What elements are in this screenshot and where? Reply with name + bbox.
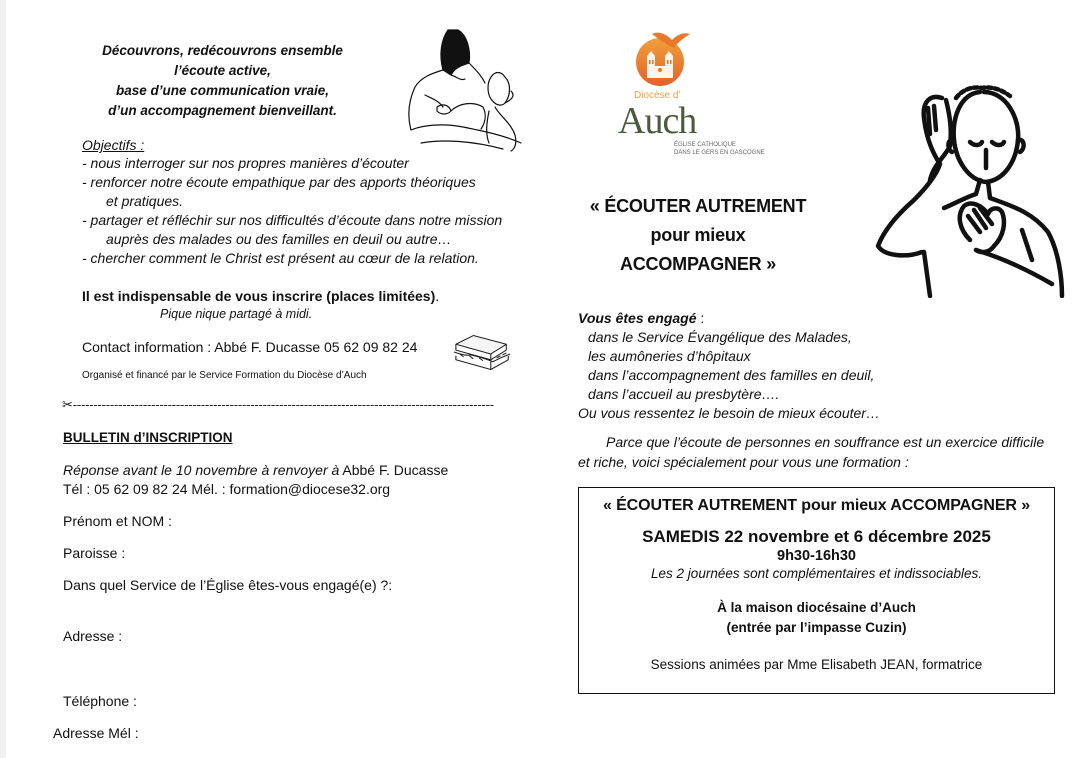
cut-line [62, 397, 527, 413]
objective-item: - renforcer notre écoute empathique par des apports théoriques [82, 174, 476, 190]
inscription-notice [82, 288, 439, 304]
inscription-notice-dot: . [435, 288, 440, 304]
name-field-label: Prénom et NOM : [63, 513, 172, 529]
parish-field-label: Paroisse : [63, 545, 126, 561]
logo-circle [636, 38, 684, 86]
event-dates: SAMEDIS 22 novembre et 6 décembre 2025 [642, 527, 991, 546]
diocese-logo [612, 28, 765, 164]
objective-item: - partager et réfléchir sur nos difficultés d’écoute dans notre mission [82, 212, 503, 228]
scissors-icon: ✂ [62, 397, 73, 412]
contact-info: Contact information : Abbé F. Ducasse 05 62 09 82 24 [82, 339, 418, 355]
cut-dashes: ------------------------------------------------------------------------------------------------------ [72, 397, 494, 412]
event-details-box [578, 487, 1055, 694]
engaged-item: dans l’accueil au presbytère…. [588, 386, 780, 402]
form-title: BULLETIN d’INSCRIPTION [63, 430, 233, 445]
main-title-line: ACCOMPAGNER » [619, 254, 777, 274]
intro-line: l’écoute active, [174, 63, 271, 78]
phone-field-label: Téléphone : [63, 693, 137, 709]
because-paragraph [578, 433, 1073, 472]
picnic-note: Pique nique partagé à midi. [160, 307, 313, 321]
reply-deadline: Réponse avant le 10 novembre à renvoyer à [63, 462, 340, 478]
intro-line: Découvrons, redécouvrons ensemble [102, 43, 343, 58]
intro-line: d’un accompagnement bienveillant. [108, 103, 337, 118]
email-field-label: Adresse Mél : [53, 725, 139, 741]
main-title-line: « ÉCOUTER AUTREMENT [589, 196, 807, 216]
address-field-label: Adresse : [63, 628, 123, 644]
event-facilitator: Sessions animées par Mme Elisabeth JEAN, formatrice [650, 657, 983, 672]
listening-man-illustration [872, 80, 1088, 298]
main-title-line: pour mieux [650, 225, 746, 245]
engaged-colon: : [696, 310, 705, 326]
engaged-or: Ou vous ressentez le besoin de mieux écouter… [578, 405, 880, 421]
event-place-line: (entrée par l’impasse Cuzin) [726, 620, 907, 635]
intro-text [70, 41, 375, 121]
main-title [578, 192, 818, 279]
logo-tagline-1: ÉGLISE CATHOLIQUE [674, 142, 736, 148]
engaged-item: dans le Service Évangélique des Malades, [588, 329, 852, 345]
engaged-item: les aumôneries d’hôpitaux [588, 348, 751, 364]
reply-recipient: Abbé F. Ducasse [339, 462, 449, 478]
organiser-note: Organisé et financé par le Service Formation du Diocèse d’Auch [82, 370, 367, 381]
because-line: Parce que l’écoute de personnes en souffrance est un exercice difficile [606, 434, 1045, 450]
event-title: « ÉCOUTER AUTREMENT pour mieux ACCOMPAGNER » [602, 497, 1031, 514]
sandwich-icon [452, 332, 516, 374]
engaged-item: dans l’accompagnement des familles en deuil, [588, 367, 875, 383]
event-place-line: À la maison diocésaine d’Auch [717, 600, 916, 615]
event-hours: 9h30-16h30 [777, 548, 856, 564]
logo-tagline-2: DANS LE GERS EN GASCOGNE [674, 150, 765, 156]
objective-item: - nous interroger sur nos propres manières d’écouter [82, 155, 409, 171]
service-field-label: Dans quel Service de l’Église êtes-vous engagé(e) ?: [63, 577, 393, 593]
event-place [579, 598, 1054, 638]
objective-item: auprès des malades ou des familles en deuil ou autre… [106, 231, 452, 247]
logo-big-text: Auch [618, 100, 697, 142]
objectives-title: Objectifs : [82, 137, 145, 153]
event-note: Les 2 journées sont complémentaires et indissociables. [651, 566, 982, 581]
engaged-label: Vous êtes engagé [578, 310, 697, 326]
reply-line [63, 461, 448, 480]
reply-info [63, 461, 448, 499]
objective-item: et pratiques. [106, 193, 184, 209]
logo-small-text: Diocèse d’ [634, 90, 681, 101]
objective-item: - chercher comment le Christ est présent au cœur de la relation. [82, 250, 479, 266]
engaged-section [578, 309, 880, 423]
inscription-notice-text: Il est indispensable de vous inscrire (places limitées) [82, 288, 436, 304]
logo-emblem [628, 28, 692, 88]
engaged-heading [578, 309, 880, 328]
page-edge [0, 0, 6, 758]
reply-contact: Tél : 05 62 09 82 24 Mél. : formation@diocese32.org [63, 481, 391, 497]
comfort-illustration [403, 25, 533, 153]
intro-line: base d’une communication vraie, [115, 83, 330, 98]
because-line: et riche, voici spécialement pour vous une formation : [578, 453, 909, 470]
objectives-list [82, 154, 502, 268]
